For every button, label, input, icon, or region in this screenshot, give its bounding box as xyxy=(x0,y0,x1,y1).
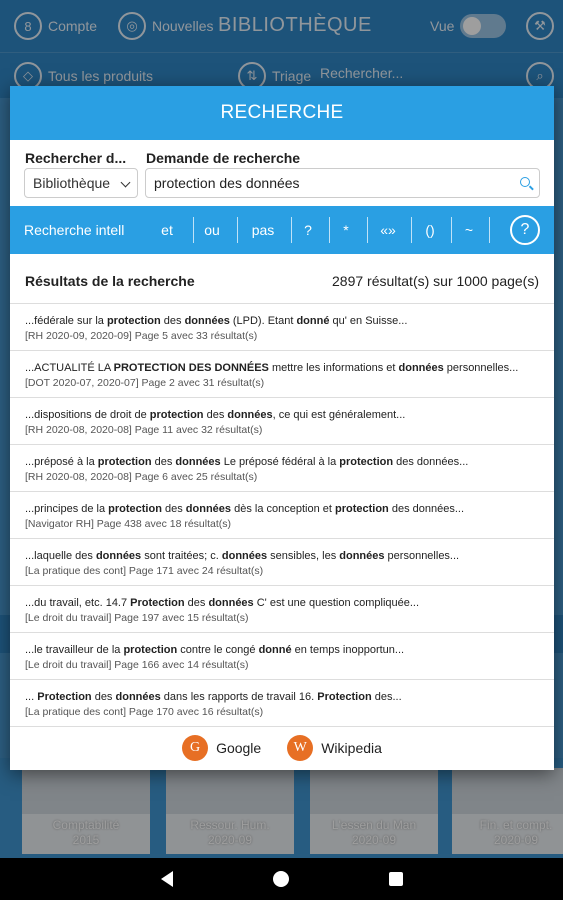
dialog-title: RECHERCHE xyxy=(10,86,554,140)
result-text: ...fédérale sur la xyxy=(25,315,107,327)
system-nav-bar xyxy=(0,858,563,900)
divider xyxy=(367,217,368,243)
result-item[interactable] xyxy=(10,680,554,727)
result-snippet xyxy=(25,643,539,658)
divider xyxy=(489,217,490,243)
result-text: ...du travail, etc. 14.7 xyxy=(25,597,131,609)
search-query-value: protection des données xyxy=(154,175,300,191)
result-text: ...ACTUALITÉ LA xyxy=(25,362,114,374)
result-item[interactable] xyxy=(10,492,554,539)
result-item[interactable] xyxy=(10,398,554,445)
result-text: dans les rapports de travail 16. xyxy=(160,691,318,703)
result-highlight: données xyxy=(221,550,268,562)
result-highlight: données xyxy=(175,456,221,468)
result-snippet xyxy=(25,690,539,705)
operator-phrase-button[interactable]: «» xyxy=(380,222,396,238)
result-source: [Navigator RH] Page 438 avec 18 résultat(s) xyxy=(25,518,232,530)
result-highlight: données xyxy=(95,550,142,562)
book-year: 2015 xyxy=(72,833,100,847)
book-year: 2020-09 xyxy=(493,833,539,847)
result-highlight: donné xyxy=(258,644,292,656)
operator-not-button[interactable]: pas xyxy=(251,222,275,238)
result-text: des xyxy=(151,456,176,468)
result-highlight: données xyxy=(184,315,230,327)
library-search-input[interactable]: Rechercher... xyxy=(320,65,404,81)
result-text: ... xyxy=(25,691,38,703)
view-label: Vue xyxy=(430,18,455,34)
result-text: des xyxy=(91,691,116,703)
operator-group-button[interactable]: () xyxy=(425,222,435,238)
result-text: des données... xyxy=(388,503,465,515)
result-highlight: Protection xyxy=(37,691,92,703)
divider xyxy=(237,217,238,243)
book-title: Fin. et compt. xyxy=(479,818,553,832)
result-snippet xyxy=(25,549,539,564)
result-snippet xyxy=(25,455,539,470)
smart-search-label: Recherche intell xyxy=(24,222,125,238)
result-source: [La pratique des cont] Page 170 avec 16 résultat(s) xyxy=(25,706,264,718)
book-year: 2020-09 xyxy=(207,833,253,847)
result-text: sensibles, les xyxy=(267,550,340,562)
result-source: [RH 2020-08, 2020-08] Page 11 avec 32 résultat(s) xyxy=(25,424,263,436)
sort-label: Triage xyxy=(272,68,312,84)
help-icon[interactable]: ? xyxy=(510,215,540,245)
home-icon[interactable] xyxy=(273,871,289,887)
result-text: ...le travailleur de la xyxy=(25,644,124,656)
result-text: mettre les informations et xyxy=(268,362,399,374)
operator-fuzzy-button[interactable]: ~ xyxy=(464,222,474,238)
result-item[interactable] xyxy=(10,351,554,398)
book-title: Ressour. Hum. xyxy=(190,818,270,832)
search-icon[interactable] xyxy=(520,177,530,187)
search-scope-select[interactable] xyxy=(24,168,138,198)
result-text: ...dispositions de droit de xyxy=(25,409,150,421)
operator-wildcard-multi-button[interactable]: * xyxy=(343,222,349,238)
google-icon: G xyxy=(182,735,208,761)
result-item[interactable] xyxy=(10,304,554,351)
result-snippet xyxy=(25,314,539,329)
google-search-button[interactable] xyxy=(182,735,261,761)
result-text: qu' en Suisse... xyxy=(329,315,408,327)
operator-bar xyxy=(10,206,554,254)
result-highlight: protection xyxy=(97,456,152,468)
wikipedia-label: Wikipedia xyxy=(321,740,382,756)
result-highlight: données xyxy=(339,550,385,562)
result-text: personnelles... xyxy=(384,550,460,562)
result-highlight: données xyxy=(185,503,232,515)
result-item[interactable] xyxy=(10,539,554,586)
operator-and-button[interactable]: et xyxy=(161,222,173,238)
result-highlight: protection xyxy=(339,456,394,468)
divider xyxy=(411,217,412,243)
result-highlight: protection xyxy=(123,644,178,656)
result-snippet xyxy=(25,596,539,611)
result-text: ...laquelle des xyxy=(25,550,96,562)
result-text: des données... xyxy=(393,456,469,468)
result-item[interactable] xyxy=(10,445,554,492)
chevron-down-icon xyxy=(121,178,131,188)
results-title: Résultats de la recherche xyxy=(25,273,195,289)
result-highlight: donné xyxy=(296,315,330,327)
google-label: Google xyxy=(216,740,262,756)
result-highlight: Protection xyxy=(317,691,372,703)
wikipedia-icon: W xyxy=(287,735,313,761)
search-scope-value: Bibliothèque xyxy=(33,175,111,191)
search-in-label: Rechercher d... xyxy=(25,150,127,166)
globe-icon: ◎ xyxy=(118,12,146,40)
result-highlight: protection xyxy=(335,503,389,515)
result-snippet xyxy=(25,408,539,423)
wrench-icon: ⚒ xyxy=(526,12,554,40)
result-source: [Le droit du travail] Page 166 avec 14 résultat(s) xyxy=(25,659,249,671)
external-search-bar xyxy=(10,726,554,770)
news-label: Nouvelles xyxy=(152,18,214,34)
result-highlight: PROTECTION DES DONNÉES xyxy=(113,362,269,374)
result-source: [Le droit du travail] Page 197 avec 15 résultat(s) xyxy=(25,612,249,624)
app-title: BIBLIOTHÈQUE xyxy=(218,14,372,36)
book-title: L'essen du Man xyxy=(331,818,417,832)
query-label: Demande de recherche xyxy=(146,150,301,166)
result-highlight: données xyxy=(227,409,273,421)
result-source: [RH 2020-09, 2020-09] Page 5 avec 33 résultat(s) xyxy=(25,330,258,342)
result-text: personnelles... xyxy=(443,362,519,374)
divider xyxy=(193,217,194,243)
book-title: Comptabilité xyxy=(52,818,120,832)
result-highlight: données xyxy=(208,597,254,609)
operator-wildcard-single-button[interactable]: ? xyxy=(304,222,312,238)
results-list xyxy=(10,304,554,727)
divider xyxy=(291,217,292,243)
result-text: en temps inopportun... xyxy=(291,644,405,656)
search-icon: ⌕ xyxy=(526,62,554,90)
result-item[interactable] xyxy=(10,633,554,680)
result-text: des xyxy=(184,597,209,609)
result-highlight: protection xyxy=(108,503,162,515)
result-text: ...préposé à la xyxy=(25,456,98,468)
book-year: 2020-09 xyxy=(351,833,397,847)
sort-icon: ⇅ xyxy=(238,62,266,90)
result-text: ...principes de la xyxy=(25,503,109,515)
result-highlight: protection xyxy=(149,409,204,421)
result-text: , ce qui est généralement... xyxy=(272,409,406,421)
all-products-label: Tous les produits xyxy=(48,68,154,84)
result-highlight: Protection xyxy=(130,597,185,609)
result-text: des xyxy=(203,409,228,421)
result-text: C' est une question compliquée... xyxy=(253,597,420,609)
divider xyxy=(451,217,452,243)
result-text: sont traitées; c. xyxy=(141,550,222,562)
search-dialog xyxy=(10,86,554,770)
result-text: Le préposé fédéral à la xyxy=(220,456,340,468)
result-snippet xyxy=(25,361,539,376)
result-source: [La pratique des cont] Page 171 avec 24 résultat(s) xyxy=(25,565,264,577)
result-text: des xyxy=(160,315,185,327)
search-query-input[interactable] xyxy=(145,168,540,198)
result-text: des... xyxy=(371,691,402,703)
result-text: (LPD). Etant xyxy=(229,315,297,327)
recent-apps-icon[interactable] xyxy=(389,872,403,886)
tag-icon: ◇ xyxy=(14,62,42,90)
account-label: Compte xyxy=(48,18,98,34)
user-icon: 8 xyxy=(14,12,42,40)
result-text: contre le congé xyxy=(177,644,259,656)
results-header xyxy=(10,254,554,304)
results-count: 2897 résultat(s) sur 1000 page(s) xyxy=(332,273,539,289)
back-icon[interactable] xyxy=(161,871,173,887)
result-item[interactable] xyxy=(10,586,554,633)
result-text: dès la conception et xyxy=(231,503,335,515)
result-text: des xyxy=(161,503,186,515)
wikipedia-search-button[interactable] xyxy=(287,735,382,761)
result-highlight: protection xyxy=(106,315,161,327)
divider xyxy=(329,217,330,243)
result-snippet xyxy=(25,502,539,517)
operator-or-button[interactable]: ou xyxy=(204,222,220,238)
result-highlight: données xyxy=(115,691,161,703)
result-source: [RH 2020-08, 2020-08] Page 6 avec 25 résultat(s) xyxy=(25,471,258,483)
result-highlight: données xyxy=(398,362,444,374)
result-source: [DOT 2020-07, 2020-07] Page 2 avec 31 résultat(s) xyxy=(25,377,265,389)
